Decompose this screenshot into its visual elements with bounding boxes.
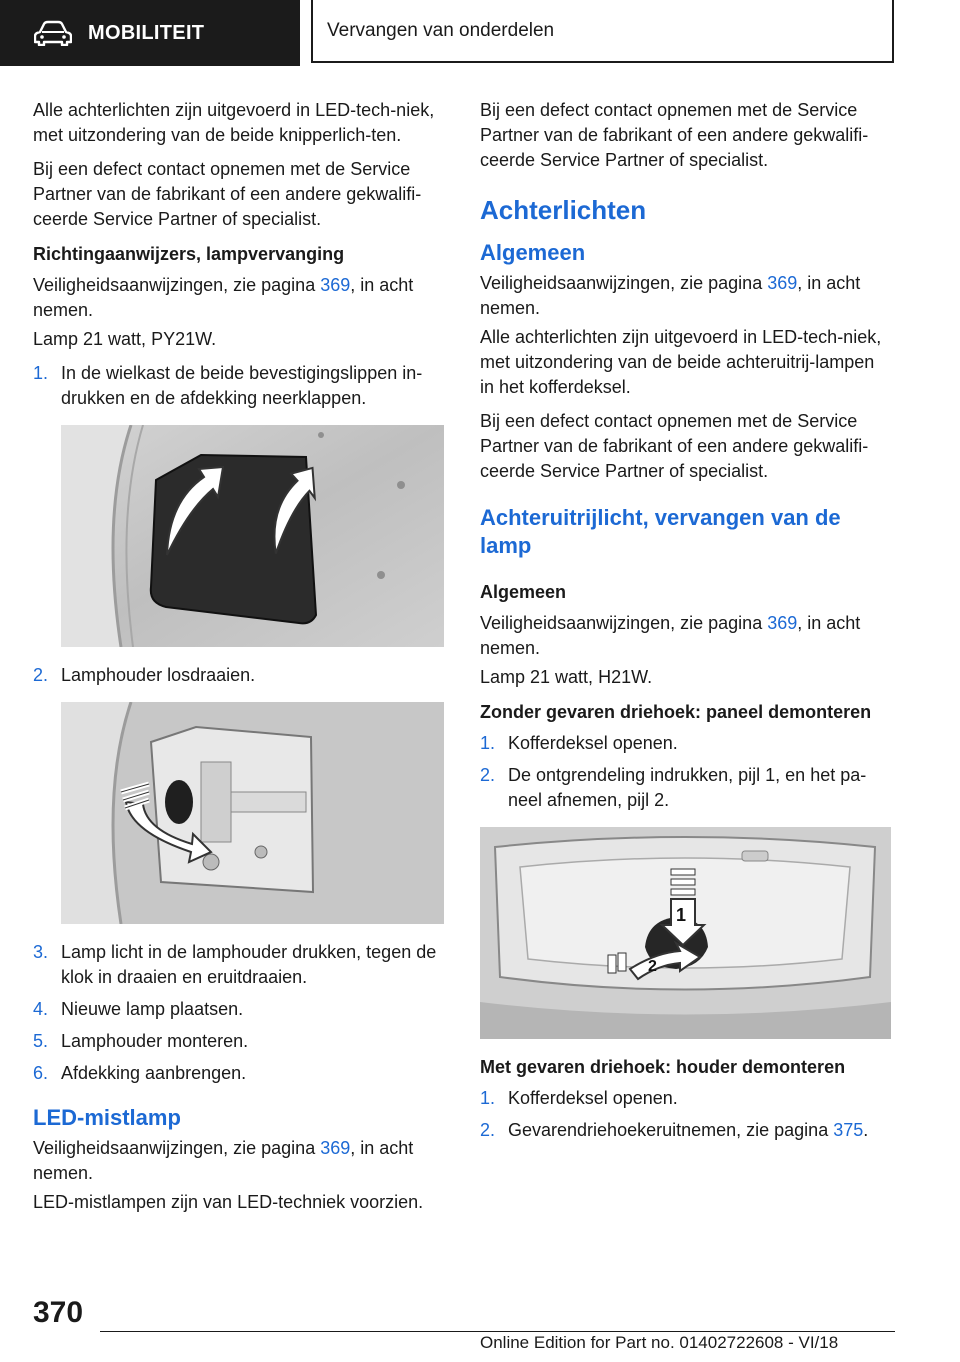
paragraph: LED-mistlampen zijn van LED-techniek voorzien. [33, 1192, 424, 1212]
paragraph: Bij een defect contact opnemen met de Service Partner van de fabrikant of een andere gekwalifi-ceerde Service Partner of specialist. [480, 411, 869, 481]
paragraph: Bij een defect contact opnemen met de Service Partner van de fabrikant of een andere gekwalifi-ceerde Service Partner of specialist. [480, 100, 869, 170]
subheading-richtingaanwijzers: Richtingaanwijzers, lampvervanging [33, 244, 345, 264]
list-item: 1. Kofferdeksel openen. [480, 733, 678, 753]
subheading-zonder-gevarendriehoek: Zonder gevaren driehoek: paneel demonteren [480, 702, 872, 722]
list-item: 2. Lamphouder losdraaien. [33, 665, 256, 685]
page-link[interactable]: 369 [320, 275, 351, 295]
section-title-text: Vervangen van onderdelen [327, 19, 555, 41]
figure-wheel-arch-cover [61, 425, 444, 647]
list-item: 1. Kofferdeksel openen. [480, 1088, 678, 1108]
chapter-tab [0, 0, 300, 66]
page-link[interactable]: 375 [833, 1120, 864, 1140]
list-item: 5. Lamphouder monteren. [33, 1031, 249, 1051]
list-item: 6. Afdekking aanbrengen. [33, 1063, 247, 1083]
figure-label-1: 1 [676, 905, 687, 925]
list-item: 1. In de wielkast de beide bevestigingslippen in-drukken en de afdekking neerklappen. [33, 363, 423, 408]
steps-list [480, 1086, 892, 1143]
list-item: 3. Lamp licht in de lamphouder drukken, tegen de klok in draaien en eruitdraaien. [33, 942, 437, 987]
paragraph: Alle achterlichten zijn uitgevoerd in LED-tech-niek, met uitzondering van de beide achteruitrij-lampen in het kofferdeksel. [480, 327, 882, 397]
list-item: 2. Gevarendriehoekeruitnemen, zie pagina 375. [480, 1120, 869, 1140]
heading-led-mistlamp: LED-mistlamp [33, 1105, 181, 1130]
paragraph: Alle achterlichten zijn uitgevoerd in LED-tech-niek, met uitzondering van de beide knipperlich-ten. [33, 100, 435, 145]
steps-list [33, 663, 445, 688]
left-column [33, 98, 445, 1224]
right-column [480, 98, 892, 1150]
safety-note: Veiligheidsaanwijzingen, zie pagina 369, in acht nemen. [480, 273, 861, 318]
section-title [311, 0, 894, 63]
subheading-met-gevarendriehoek: Met gevaren driehoek: houder demonteren [480, 1057, 846, 1077]
figure-trunk-lid-panel [480, 827, 891, 1039]
steps-list [33, 940, 445, 1086]
steps-list [480, 731, 892, 813]
lamp-spec: Lamp 21 watt, PY21W. [33, 329, 217, 349]
safety-note: Veiligheidsaanwijzingen, zie pagina 369, in acht nemen. [33, 1138, 414, 1183]
car-icon [34, 20, 72, 46]
subheading-algemeen: Algemeen [480, 582, 567, 602]
footer-edition: Online Edition for Part no. 01402722608 - VI/18 [480, 1333, 839, 1352]
heading-achteruitrijlicht: Achteruitrijlicht, vervangen van de lamp [480, 505, 841, 558]
page-number: 370 [33, 1296, 84, 1329]
chapter-title: MOBILITEIT [88, 21, 205, 44]
paragraph: Bij een defect contact opnemen met de Service Partner van de fabrikant of een andere gekwalifi-ceerde Service Partner of specialist. [33, 159, 422, 229]
steps-list [33, 361, 445, 411]
safety-note: Veiligheidsaanwijzingen, zie pagina 369, in acht nemen. [480, 613, 861, 658]
page-link[interactable]: 369 [320, 1138, 351, 1158]
page-link[interactable]: 369 [767, 273, 798, 293]
footer-divider [100, 1331, 895, 1332]
figure-lamp-holder [61, 702, 444, 924]
list-item: 4. Nieuwe lamp plaatsen. [33, 999, 244, 1019]
heading-algemeen: Algemeen [480, 240, 586, 265]
page-link[interactable]: 369 [767, 613, 798, 633]
figure-label-2: 2 [648, 958, 657, 975]
list-item: 2. De ontgrendeling indrukken, pijl 1, en het pa-neel afnemen, pijl 2. [480, 765, 867, 810]
lamp-spec: Lamp 21 watt, H21W. [480, 667, 653, 687]
safety-note: Veiligheidsaanwijzingen, zie pagina 369, in acht nemen. [33, 275, 414, 320]
heading-achterlichten: Achterlichten [480, 195, 647, 225]
